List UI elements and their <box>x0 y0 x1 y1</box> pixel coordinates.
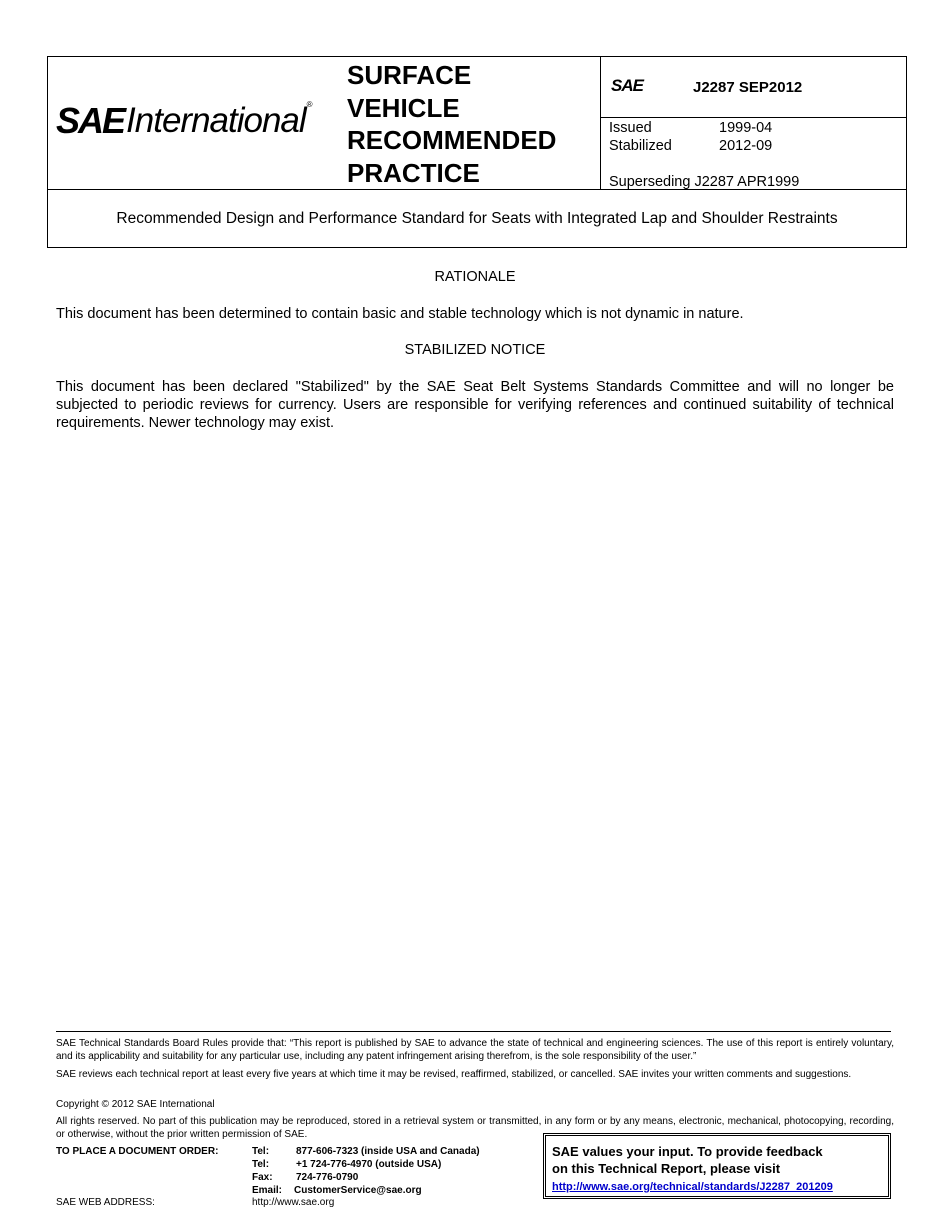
review-notice-text: SAE reviews each technical report at least every five years at which time it may be revised, reaffirmed, stabilized, or cancelled. SAE invites your written comments and suggestions. <box>56 1069 852 1080</box>
web-address-link[interactable]: http://www.sae.org <box>252 1197 335 1208</box>
web-address-label: SAE WEB ADDRESS: <box>56 1197 155 1208</box>
rights-text: All rights reserved. No part of this publication may be reproduced, stored in a retrieval system or transmitted, in any form or by any means, electronic, mechanical, photocopying, recording, or otherwise, without the prior written permission of SAE. <box>56 1116 894 1140</box>
doc-type-line: RECOMMENDED <box>347 125 557 155</box>
feedback-line: on this Technical Report, please visit <box>552 1161 781 1176</box>
contact-label: Fax: <box>252 1172 273 1183</box>
board-rules-text: SAE Technical Standards Board Rules provide that: “This report is published by SAE to advance the state of technical and engineering sciences. The use of this report is entirely voluntary, and its applicability and suitability for any particular use, including any patent infringement arising therefrom, is the sole responsibility of the user.” <box>56 1038 894 1062</box>
header-box <box>47 56 907 248</box>
fax-number: 724-776-0790 <box>296 1172 359 1183</box>
issued-value: 1999-04 <box>719 120 773 136</box>
stabilized-value: 2012-09 <box>719 138 773 154</box>
sae-international-logo <box>56 99 313 139</box>
doc-type-line: PRACTICE <box>347 157 480 188</box>
document-number: J2287 SEP2012 <box>693 79 803 96</box>
stabilized-label: Stabilized <box>609 138 672 154</box>
header-divider-right <box>600 117 906 118</box>
rationale-heading: RATIONALE <box>434 269 516 285</box>
email-address[interactable]: CustomerService@sae.org <box>294 1185 422 1196</box>
document-title: Recommended Design and Performance Standard for Seats with Integrated Lap and Shoulder Restraints <box>116 210 838 227</box>
stabilized-notice-heading: STABILIZED NOTICE <box>404 342 546 358</box>
order-contact-labels <box>252 1145 282 1197</box>
issued-label: Issued <box>609 120 652 136</box>
doc-type-line: VEHICLE <box>347 92 460 123</box>
superseding-text: Superseding J2287 APR1999 <box>609 174 800 190</box>
phone-outside-usa: +1 724-776-4970 (outside USA) <box>296 1159 442 1170</box>
header-divider-vertical <box>600 57 601 190</box>
feedback-line: SAE values your input. To provide feedback <box>552 1144 823 1159</box>
logo-international-text: International <box>126 101 306 140</box>
copyright-text: Copyright © 2012 SAE International <box>56 1099 215 1110</box>
registered-mark: ® <box>306 100 313 109</box>
order-contact-values <box>296 1145 480 1184</box>
feedback-box <box>543 1133 891 1199</box>
footer-rule <box>56 1031 891 1032</box>
contact-label: Email: <box>252 1185 283 1196</box>
contact-label: Tel: <box>252 1159 270 1170</box>
sae-small-logo: SAE <box>611 76 643 95</box>
doc-type-line: SURFACE <box>347 60 472 90</box>
rationale-text: This document has been determined to contain basic and stable technology which is not dynamic in nature. <box>56 306 744 322</box>
contact-label: Tel: <box>252 1146 270 1157</box>
feedback-link[interactable]: http://www.sae.org/technical/standards/J2287_201209 <box>552 1181 833 1193</box>
logo-sae-text: SAE <box>56 100 125 141</box>
stabilized-notice-text: This document has been declared "Stabilized" by the SAE Seat Belt Systems Standards Committee and will no longer be subjected to periodic reviews for currency. Users are responsible for verifying references and continued suitability of technical requirements. Newer technology may exist. <box>56 379 894 431</box>
document-type <box>347 59 556 189</box>
phone-inside-usa: 877-606-7323 (inside USA and Canada) <box>296 1146 480 1157</box>
order-label: TO PLACE A DOCUMENT ORDER: <box>56 1146 219 1157</box>
